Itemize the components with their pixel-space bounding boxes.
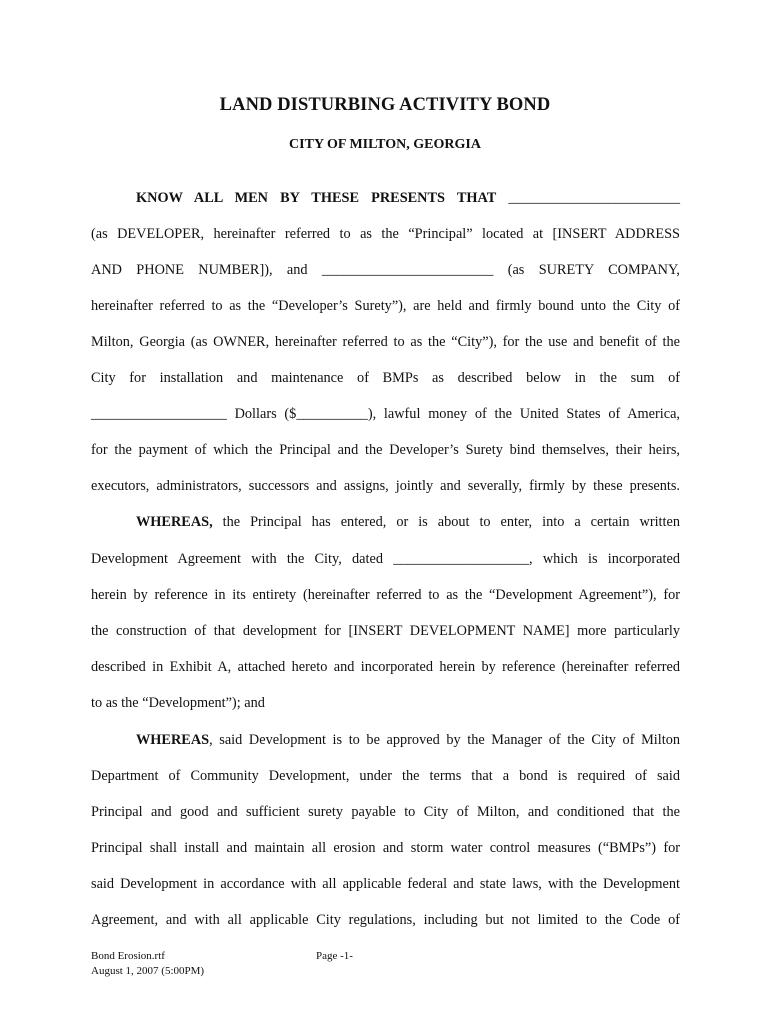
footer-filename: Bond Erosion.rtf <box>91 950 165 962</box>
body-line: Principal shall install and maintain all erosion and storm water control measures (“BMPs”) for <box>91 840 680 856</box>
body-line: to as the “Development”); and <box>91 695 265 711</box>
body-line: herein by reference in its entirety (hereinafter referred to as the “Development Agreement”), for <box>91 587 680 603</box>
body-line: the construction of that development for [INSERT DEVELOPMENT NAME] more particularly <box>91 623 680 639</box>
body-line <box>136 188 680 208</box>
body-line: Milton, Georgia (as OWNER, hereinafter referred to as the “City”), for the use and benefit of the <box>91 334 680 350</box>
body-line: ___________________ Dollars ($__________), lawful money of the United States of America, <box>91 406 680 422</box>
body-line: Agreement, and with all applicable City regulations, including but not limited to the Code of <box>91 912 680 928</box>
body-line: hereinafter referred to as the “Developer’s Surety”), are held and firmly bound unto the City of <box>91 298 680 314</box>
body-line: (as DEVELOPER, hereinafter referred to as the “Principal” located at [INSERT ADDRESS <box>91 226 680 242</box>
body-line: City for installation and maintenance of BMPs as described below in the sum of <box>91 370 680 386</box>
line-text: ________________________ <box>496 190 680 206</box>
body-line: executors, administrators, successors and assigns, jointly and severally, firmly by these presents. <box>91 478 680 494</box>
document-subtitle: CITY OF MILTON, GEORGIA <box>289 137 481 152</box>
body-line: Department of Community Development, under the terms that a bond is required of said <box>91 768 680 784</box>
footer-page-number: Page -1- <box>316 950 353 962</box>
body-line <box>136 730 680 750</box>
body-line: described in Exhibit A, attached hereto and incorporated herein by reference (hereinafter referred <box>91 659 680 675</box>
body-line: said Development in accordance with all applicable federal and state laws, with the Development <box>91 876 680 892</box>
document-title: LAND DISTURBING ACTIVITY BOND <box>219 95 551 115</box>
bold-text: KNOW ALL MEN BY THESE PRESENTS THAT <box>136 190 497 206</box>
footer-date: August 1, 2007 (5:00PM) <box>91 965 205 977</box>
body-line <box>136 512 680 532</box>
body-line: Development Agreement with the City, dated ___________________, which is incorporated <box>91 551 680 567</box>
line-text: , said Development is to be approved by the Manager of the City of Milton <box>209 732 680 748</box>
body-line: AND PHONE NUMBER]), and ________________________ (as SURETY COMPANY, <box>91 262 680 278</box>
body-line: Principal and good and sufficient surety payable to City of Milton, and conditioned that the <box>91 804 680 820</box>
line-text: the Principal has entered, or is about to enter, into a certain written <box>212 514 680 530</box>
body-line: for the payment of which the Principal and the Developer’s Surety bind themselves, their heirs, <box>91 442 680 458</box>
bold-text: WHEREAS <box>136 732 210 748</box>
bold-text: WHEREAS, <box>136 514 213 530</box>
